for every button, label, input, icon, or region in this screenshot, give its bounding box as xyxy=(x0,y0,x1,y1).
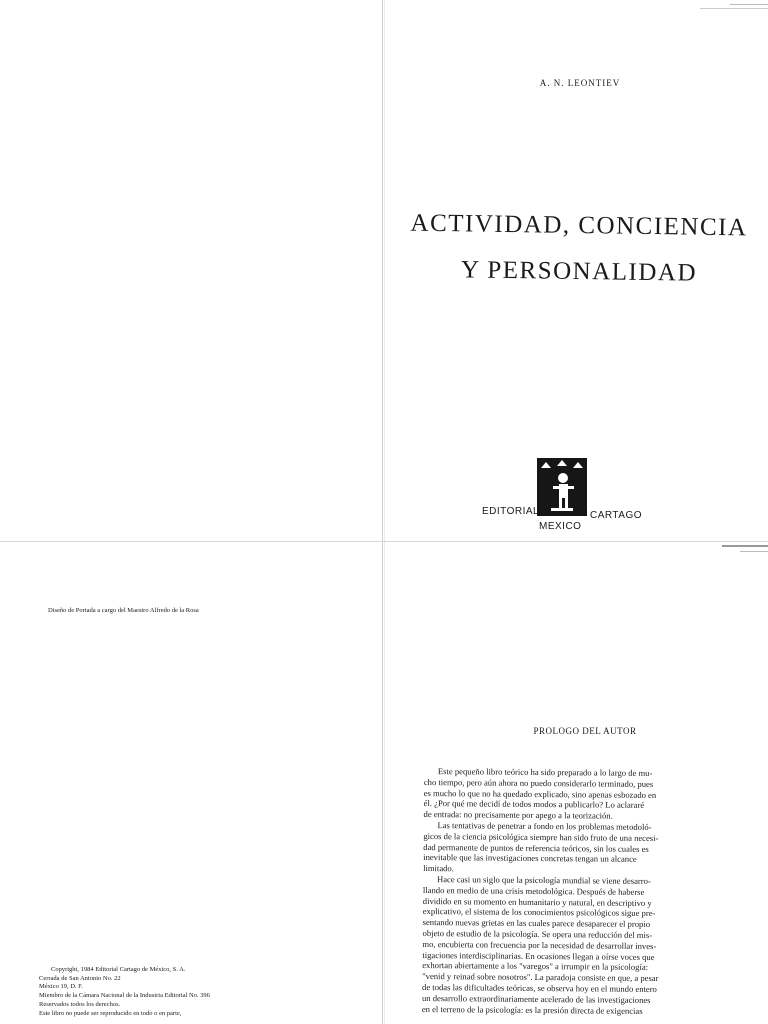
prologue-line: en el terreno de la psicología: es la presión directa de exigencias xyxy=(421,1003,643,1016)
prologue-line: cho tiempo, pero aún ahora no puedo considerarlo terminado, pues xyxy=(423,776,654,789)
copyright-line: Reservados todos los derechos. xyxy=(39,1000,121,1008)
copyright-line: México 19, D. F. xyxy=(39,983,83,991)
prologue-line: exhortan abiertamente a los "varegos" a irrumpir en la psicología: xyxy=(422,960,649,973)
book-title-line-2: Y PERSONALIDAD xyxy=(460,256,698,287)
page-edge-artifact xyxy=(722,545,768,547)
prologue-line: sentando nuevas grietas en las cuales parece desaparecer el propio xyxy=(422,917,651,930)
page-edge-artifact xyxy=(730,0,768,5)
copyright-block xyxy=(39,966,369,1018)
prologue-line: de entrada: no precisamente por apego a la teorización. xyxy=(423,809,613,821)
book-title-line-1: ACTIVIDAD, CONCIENCIA xyxy=(410,209,748,242)
prologue-line: limitado. xyxy=(423,863,454,874)
prologue-body xyxy=(422,766,764,1017)
prologue-line: Este pequeño libro teórico ha sido preparado a lo largo de mu- xyxy=(437,766,653,778)
prologue-line: un desarrollo extraordinariamente acelerado de las investigaciones xyxy=(421,992,651,1005)
page-edge-artifact xyxy=(740,551,768,552)
prologue-line: mo, encubierta con frecuencia por la necesidad de desarrollar inves- xyxy=(422,938,657,951)
page-fold-vertical xyxy=(382,0,383,1024)
prologue-title: PROLOGO DEL AUTOR xyxy=(533,726,637,736)
prologue-line: dad permanente de puntos de referencia teóricos, sin los cuales es xyxy=(423,841,649,854)
cover-design-credit: Diseño de Portada a cargo del Maestro Alfredo de la Rosa xyxy=(48,607,199,614)
copyright-line: Cerrada de San Antonio No. 22 xyxy=(39,974,121,982)
prologue-line: objeto de estudio de la psicología. Se opera una reducción del mis- xyxy=(422,927,653,940)
page-fold-horizontal xyxy=(0,541,768,542)
prologue-line: Las tentativas de penetrar a fondo en los problemas metodoló- xyxy=(437,820,652,832)
prologue-line: inevitable que las investigaciones concretas tengan un alcance xyxy=(423,852,637,865)
prologue-line: Hace casi un siglo que la psicología mundial se viene desarro- xyxy=(436,874,651,886)
prologue-line: él. ¿Por qué me decidí de todos modos a publicarlo? Lo aclararé xyxy=(423,798,645,811)
prologue-line: es mucho lo que no ha quedado explicado, sino apenas esbozado en xyxy=(423,787,657,800)
author-name: A. N. LEONTIEV xyxy=(539,78,621,88)
publisher-name-left: EDITORIAL xyxy=(482,506,540,517)
prologue-line: de todas las dificultades teóricas, se observa hoy en el mundo entero xyxy=(422,981,657,994)
prologue-line: gicos de la ciencia psicológica siempre han sido fruto de una necesi- xyxy=(423,830,659,843)
publisher-name-right: CARTAGO xyxy=(590,510,643,521)
prologue-line: tigaciones interdisciplinarias. En ocasiones llegan a oírse voces que xyxy=(422,949,655,962)
copyright-line: Este libro no puede ser reproducido en todo o en parte, xyxy=(39,1009,182,1017)
copyright-line: Copyright, 1984 Editorial Cartago de México, S. A. xyxy=(51,966,186,973)
prologue-line: llando en medio de una crisis metodológica. Después de haberse xyxy=(422,884,645,897)
prologue-line: dividido en su momento en humanitario y natural, en descriptivo y xyxy=(422,895,652,908)
publisher-logo-icon xyxy=(537,458,587,516)
prologue-line: explicativo, el sistema de los conocimientos psicológicos sigue pre- xyxy=(422,906,656,919)
prologue-line: "venid y reinad sobre nosotros". La paradoja consiste en que, a pesar xyxy=(422,971,659,984)
publisher-city: MEXICO xyxy=(539,521,582,532)
copyright-line: Miembro de la Cámara Nacional de la Industria Editorial No. 396 xyxy=(39,992,210,1000)
page-fold-vertical-shadow xyxy=(384,0,385,1024)
page-edge-artifact xyxy=(700,8,768,9)
